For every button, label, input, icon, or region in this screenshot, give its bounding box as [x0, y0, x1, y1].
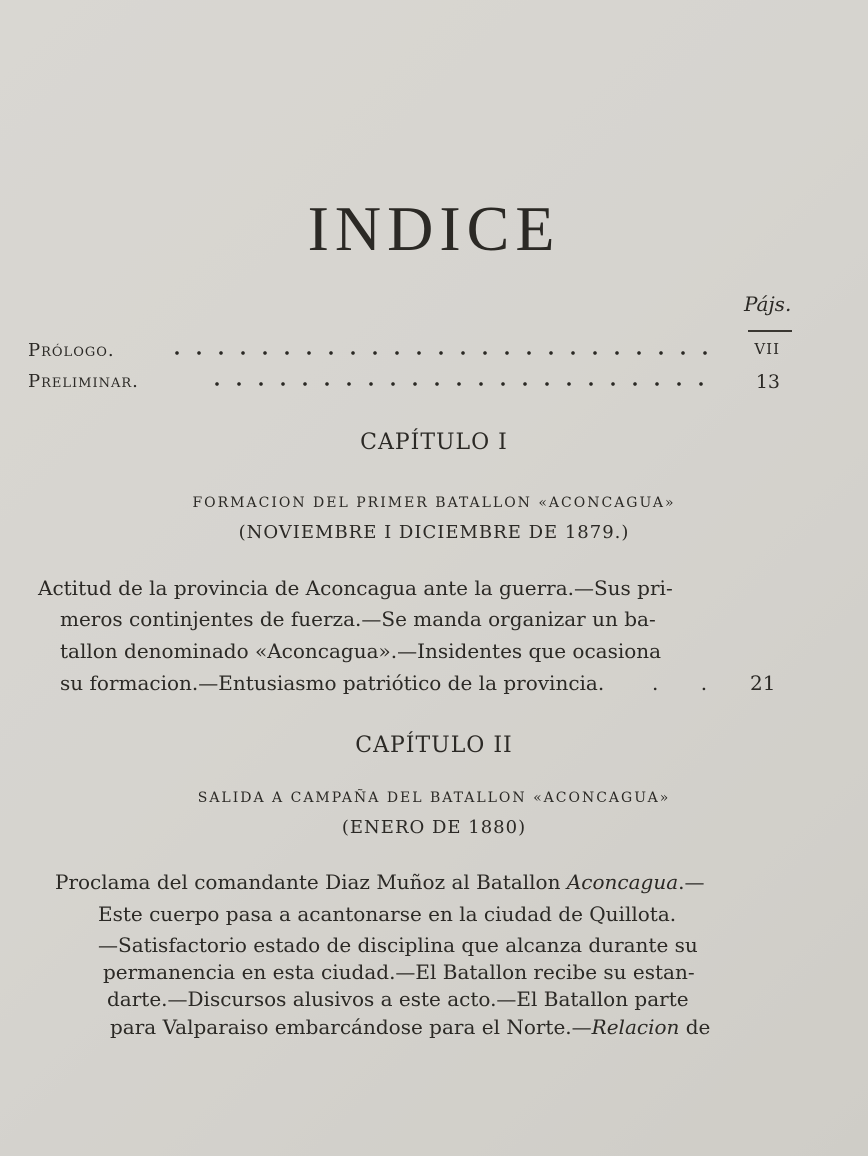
toc-entry-prologo	[28, 340, 788, 368]
toc-entry-page: 21	[750, 671, 776, 695]
summary-line: Este cuerpo pasa a acantonarse en la ciudad de Quillota.	[98, 902, 677, 926]
summary-text: para Valparaiso embarcándose para el Norte.—	[110, 1015, 592, 1039]
chapter-date: (ENERO DE 1880)	[341, 817, 527, 838]
summary-line: meros continjentes de fuerza.—Se manda organizar un ba-	[60, 607, 656, 631]
chapter-date: (NOVIEMBRE I DICIEMBRE DE 1879.)	[238, 522, 630, 543]
summary-line	[110, 1015, 710, 1039]
summary-text: de	[679, 1015, 711, 1039]
chapter-heading: CAPÍTULO II	[355, 733, 513, 758]
toc-entry-label: Prólogo.	[28, 340, 115, 361]
toc-entry-label: Preliminar.	[28, 371, 139, 392]
summary-italic-text: Relacion	[591, 1015, 680, 1039]
chapter-heading: CAPÍTULO I	[360, 430, 508, 455]
pages-header-rule	[748, 330, 792, 332]
dot-leader	[166, 350, 712, 356]
summary-line: darte.—Discursos alusivos a este acto.—El Batallon parte	[107, 987, 689, 1011]
chapter-title: SALIDA A CAMPAÑA DEL BATALLON «ACONCAGUA»	[197, 790, 671, 806]
summary-line: —Satisfactorio estado de disciplina que alcanza durante su	[98, 933, 698, 957]
summary-line	[55, 870, 705, 894]
dot-leader: . .	[652, 671, 726, 695]
page-title: INDICE	[307, 193, 561, 264]
summary-line: Actitud de la provincia de Aconcagua ante la guerra.—Sus pri-	[38, 576, 673, 600]
summary-line: tallon denominado «Aconcagua».—Insidentes que ocasiona	[60, 639, 662, 663]
toc-entry-page: 13	[755, 371, 780, 393]
toc-entry-page: VII	[754, 340, 780, 358]
dot-leader	[206, 381, 712, 387]
chapter-title: FORMACION DEL PRIMER BATALLON «ACONCAGUA»	[192, 495, 676, 511]
toc-entry-preliminar	[28, 371, 788, 399]
summary-text: Proclama del comandante Diaz Muñoz al Batallon	[55, 870, 567, 894]
pages-column-header: Pájs.	[744, 292, 792, 316]
summary-italic-text: Aconcagua	[566, 870, 679, 894]
summary-text: .—	[678, 870, 705, 894]
summary-line: su formacion.—Entusiasmo patriótico de la provincia.	[60, 671, 605, 695]
summary-line: permanencia en esta ciudad.—El Batallon recibe su estan-	[103, 960, 695, 984]
